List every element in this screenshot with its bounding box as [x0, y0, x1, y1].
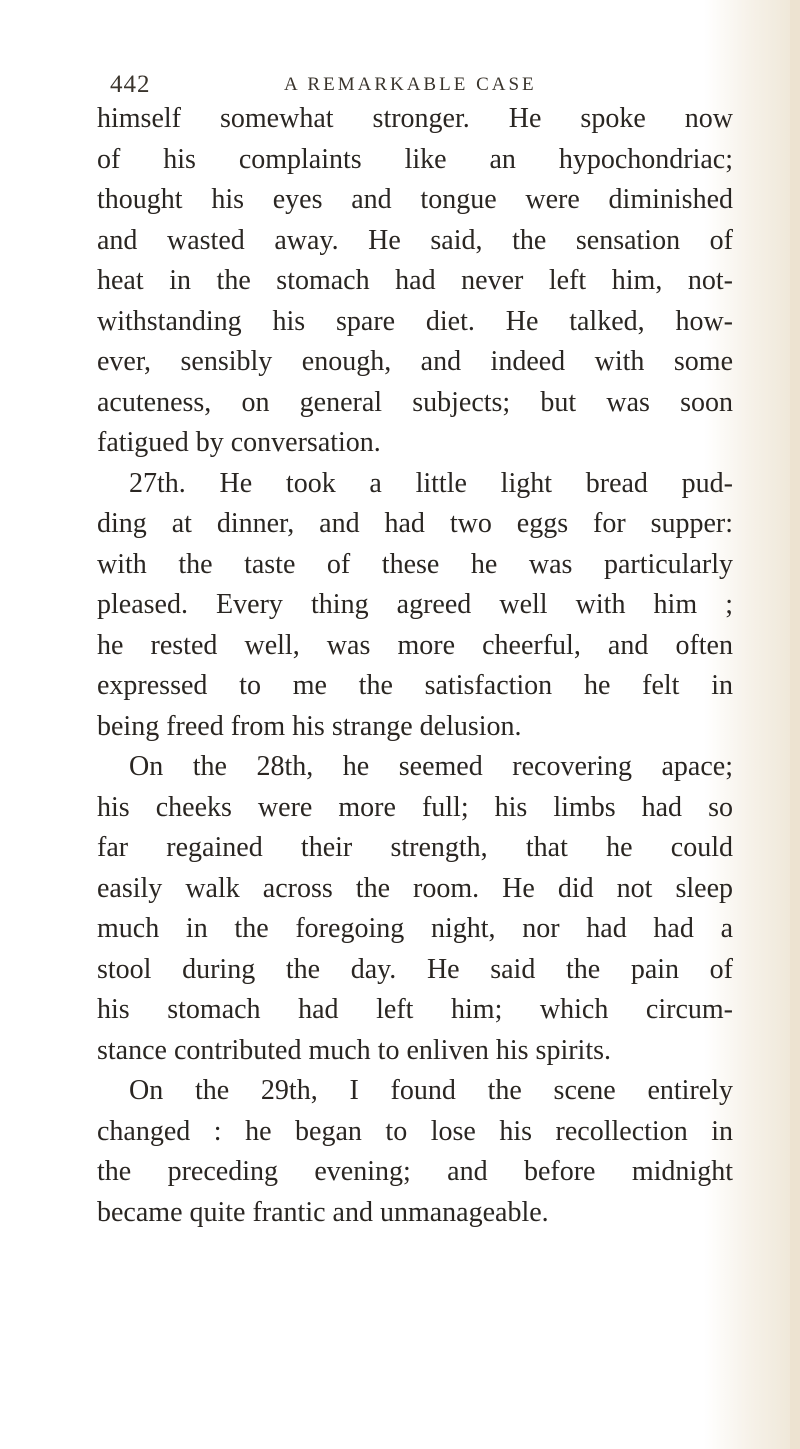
- text-line: ding at dinner, and had two eggs for supper:: [97, 508, 733, 539]
- text-line: of his complaints like an hypochondriac;: [97, 143, 733, 175]
- text-line: far regained their strength, that he could: [97, 832, 733, 863]
- text-line: with the taste of these he was particularly: [97, 548, 733, 580]
- text-line: he rested well, was more cheerful, and often: [97, 629, 733, 661]
- text-line: stool during the day. He said the pain of: [97, 953, 733, 985]
- text-line: easily walk across the room. He did not sleep: [97, 872, 733, 904]
- text-line: expressed to me the satisfaction he felt in: [97, 670, 733, 701]
- text-line: On the 29th, I found the scene entirely: [129, 1075, 733, 1106]
- text-line: and wasted away. He said, the sensation of: [97, 224, 733, 256]
- text-line: his cheeks were more full; his limbs had so: [97, 791, 733, 823]
- text-line: pleased. Every thing agreed well with him ;: [97, 589, 733, 620]
- text-line: became quite frantic and unmanageable.: [97, 1196, 549, 1228]
- text-line: heat in the stomach had never left him, not-: [97, 265, 733, 296]
- text-line: stance contributed much to enliven his spirits.: [97, 1034, 612, 1066]
- running-head: A REMARKABLE CASE: [284, 74, 537, 95]
- text-line: his stomach had left him; which circum-: [97, 994, 733, 1025]
- body-text: [97, 99, 733, 1233]
- text-line: himself somewhat stronger. He spoke now: [97, 103, 733, 134]
- text-line: being freed from his strange delusion.: [97, 710, 522, 742]
- text-line: withstanding his spare diet. He talked, how-: [97, 305, 733, 337]
- page-edge-shadow: [790, 0, 800, 1449]
- text-line: On the 28th, he seemed recovering apace;: [129, 751, 733, 782]
- text-line: ever, sensibly enough, and indeed with some: [97, 346, 733, 377]
- page-header: [110, 70, 710, 100]
- text-line: much in the foregoing night, nor had had a: [97, 913, 733, 944]
- text-line: changed : he began to lose his recollection in: [97, 1115, 733, 1147]
- text-line: fatigued by conversation.: [97, 427, 381, 458]
- text-line: the preceding evening; and before midnight: [97, 1156, 733, 1187]
- text-line: acuteness, on general subjects; but was soon: [97, 386, 733, 418]
- page-number: 442: [110, 71, 151, 98]
- text-line: thought his eyes and tongue were diminished: [97, 184, 733, 215]
- text-line: 27th. He took a little light bread pud-: [129, 467, 733, 499]
